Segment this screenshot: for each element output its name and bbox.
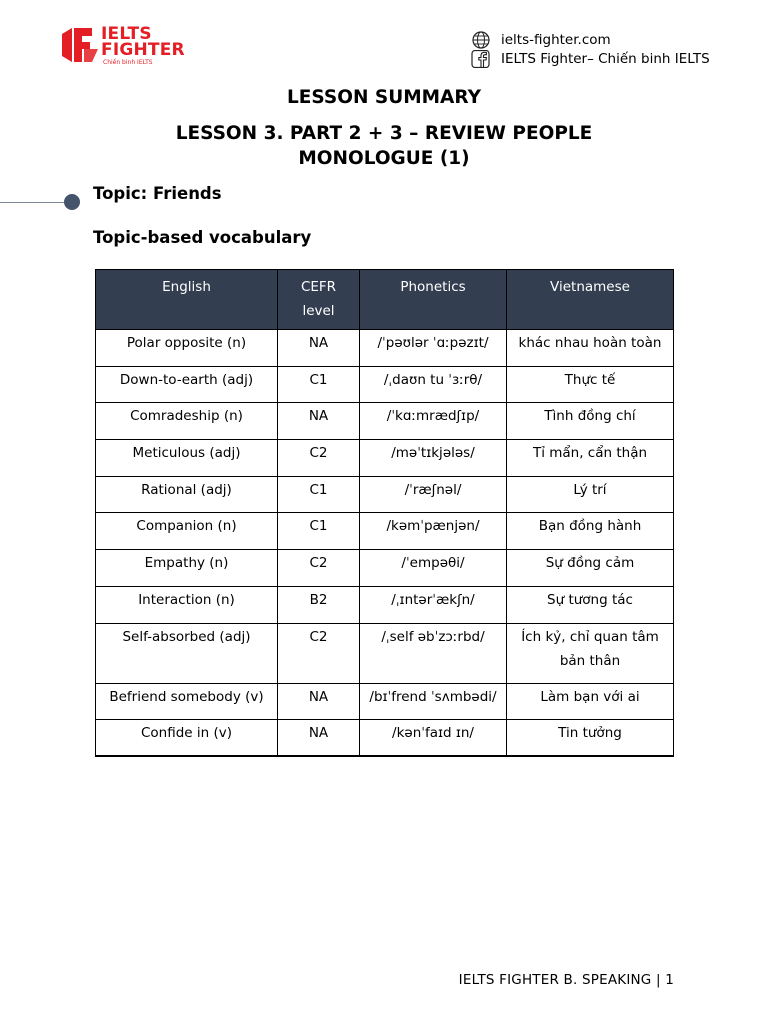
topic-heading: Topic: Friends <box>93 184 222 203</box>
globe-icon <box>470 31 492 49</box>
cell-vietnamese: Tình đồng chí <box>507 403 674 440</box>
table-row <box>96 476 674 513</box>
cell-phonetics: /məˈtɪkjələs/ <box>360 440 507 477</box>
cell-english: Down-to-earth (adj) <box>96 366 278 403</box>
cell-phonetics: /ˌself əbˈzɔːrbd/ <box>360 623 507 683</box>
column-header-phonetics: Phonetics <box>360 270 507 330</box>
topic-bullet-icon <box>64 194 80 210</box>
facebook-link[interactable]: IELTS Fighter– Chiến binh IELTS <box>501 50 710 67</box>
cell-cefr: NA <box>278 403 360 440</box>
cell-vietnamese: Làm bạn với ai <box>507 683 674 720</box>
table-row <box>96 683 674 720</box>
cell-english: Befriend somebody (v) <box>96 683 278 720</box>
cell-cefr: NA <box>278 720 360 757</box>
contact-info <box>470 30 710 68</box>
cell-cefr: C1 <box>278 476 360 513</box>
cell-phonetics: /ˈempəθi/ <box>360 550 507 587</box>
cell-phonetics: /ˌdaʊn tu ˈɜːrθ/ <box>360 366 507 403</box>
cell-phonetics: /kənˈfaɪd ɪn/ <box>360 720 507 757</box>
cell-vietnamese: Tỉ mẩn, cẩn thận <box>507 440 674 477</box>
column-header-english: English <box>96 270 278 330</box>
vocabulary-table <box>95 269 674 757</box>
cell-cefr: NA <box>278 683 360 720</box>
lesson-title: LESSON 3. PART 2 + 3 – REVIEW PEOPLE MONOLOGUE (1) <box>175 123 593 169</box>
cell-cefr: C2 <box>278 550 360 587</box>
cell-english: Rational (adj) <box>96 476 278 513</box>
cell-vietnamese: Sự tương tác <box>507 586 674 623</box>
cell-phonetics: /bɪˈfrend ˈsʌmbədi/ <box>360 683 507 720</box>
page-title: LESSON SUMMARY <box>286 87 481 108</box>
table-row <box>96 720 674 757</box>
table-row <box>96 550 674 587</box>
logo-wordmark <box>101 26 185 58</box>
cell-vietnamese: Bạn đồng hành <box>507 513 674 550</box>
table-row <box>96 623 674 683</box>
table-row <box>96 330 674 367</box>
cell-english: Self-absorbed (adj) <box>96 623 278 683</box>
table-row <box>96 366 674 403</box>
cell-english: Confide in (v) <box>96 720 278 757</box>
column-header-cefr <box>278 270 360 330</box>
cell-vietnamese: Sự đồng cảm <box>507 550 674 587</box>
cell-english: Empathy (n) <box>96 550 278 587</box>
website-row <box>470 30 710 49</box>
cell-english: Interaction (n) <box>96 586 278 623</box>
cell-cefr: NA <box>278 330 360 367</box>
cell-vietnamese: Lý trí <box>507 476 674 513</box>
cell-phonetics: /kəmˈpænjən/ <box>360 513 507 550</box>
column-header-cefr-label: CEFR level <box>300 279 337 319</box>
cell-english: Companion (n) <box>96 513 278 550</box>
table-header-row <box>96 270 674 330</box>
cell-cefr: C1 <box>278 366 360 403</box>
cell-vietnamese: Ích kỷ, chỉ quan tâm bản thân <box>507 623 674 683</box>
cell-english: Meticulous (adj) <box>96 440 278 477</box>
cell-phonetics: /ˈkɑːmrædʃɪp/ <box>360 403 507 440</box>
page-footer: IELTS FIGHTER B. SPEAKING | 1 <box>458 972 674 988</box>
cell-vietnamese: Thực tế <box>507 366 674 403</box>
table-row <box>96 440 674 477</box>
cell-phonetics: /ˌɪntərˈækʃn/ <box>360 586 507 623</box>
logo-mark-icon <box>62 28 98 64</box>
table-row <box>96 513 674 550</box>
topic-connector-line <box>0 202 66 203</box>
ielts-fighter-logo <box>62 26 184 68</box>
cell-vietnamese: Tin tưởng <box>507 720 674 757</box>
cell-cefr: B2 <box>278 586 360 623</box>
cell-english: Polar opposite (n) <box>96 330 278 367</box>
cell-phonetics: /ˈræʃnəl/ <box>360 476 507 513</box>
cell-cefr: C2 <box>278 440 360 477</box>
table-row <box>96 586 674 623</box>
facebook-icon <box>470 50 492 68</box>
logo-line-2: FIGHTER <box>101 40 185 60</box>
logo-tagline: Chiến binh IELTS <box>103 59 153 66</box>
cell-cefr: C1 <box>278 513 360 550</box>
cell-english: Comradeship (n) <box>96 403 278 440</box>
table-row <box>96 403 674 440</box>
cell-cefr: C2 <box>278 623 360 683</box>
cell-phonetics: /ˈpəʊlər ˈɑːpəzɪt/ <box>360 330 507 367</box>
facebook-row <box>470 49 710 68</box>
column-header-vietnamese: Vietnamese <box>507 270 674 330</box>
logo-line-1: IELTS <box>101 24 152 44</box>
website-link[interactable]: ielts-fighter.com <box>501 31 611 48</box>
cell-vietnamese: khác nhau hoàn toàn <box>507 330 674 367</box>
vocabulary-heading: Topic-based vocabulary <box>93 228 312 247</box>
